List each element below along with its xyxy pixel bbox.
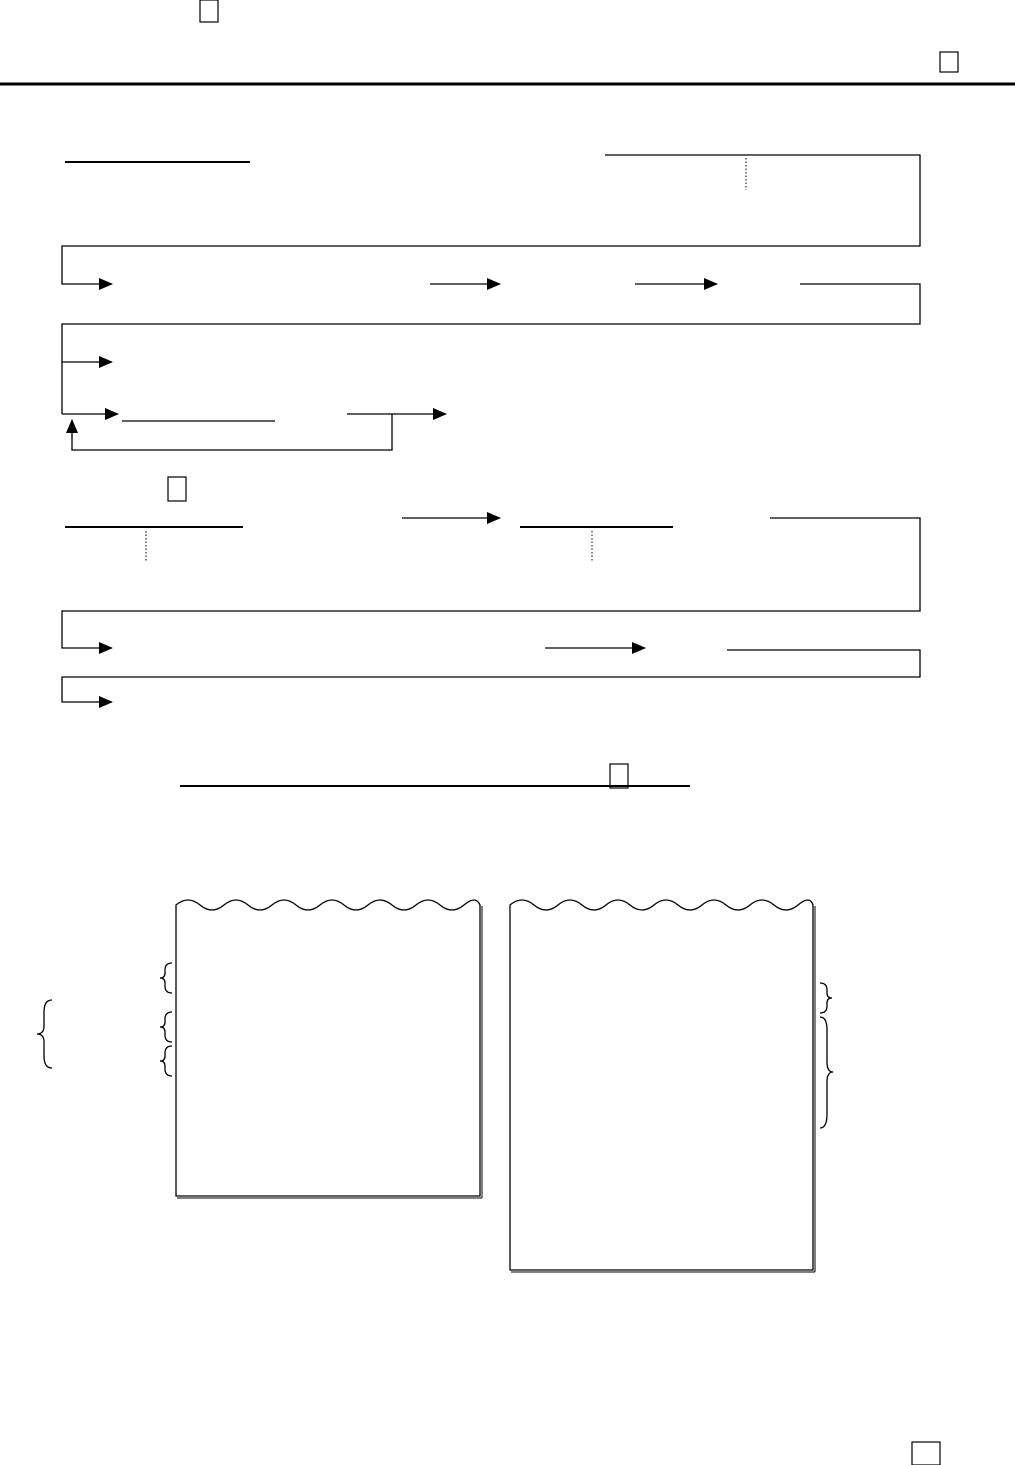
brace-left-1 [160, 963, 172, 993]
flowchart-b [62, 518, 920, 702]
receipt-right [510, 900, 833, 1272]
receipt-left-outline [176, 900, 480, 1196]
section-b-box [168, 477, 186, 501]
header [0, 0, 1015, 84]
flow-a-return-loop [72, 414, 392, 450]
page-number-box [912, 1442, 940, 1465]
flow-b-connector-1 [62, 518, 920, 648]
flow-a-connector-1 [62, 155, 920, 284]
mid-section [180, 764, 690, 788]
brace-left-3 [160, 1046, 172, 1076]
receipt-left [37, 900, 482, 1198]
receipt-right-outline [510, 900, 813, 1270]
mid-box [610, 764, 628, 788]
flow-a-connector-2 [62, 284, 920, 362]
brace-left-outer [37, 1000, 52, 1068]
flowchart-a [62, 155, 920, 450]
header-box-left [200, 0, 218, 22]
brace-left-2 [160, 1012, 172, 1042]
brace-right-1 [820, 983, 832, 1013]
header-box-right [940, 52, 958, 72]
brace-right-2 [820, 1017, 833, 1128]
flow-b-connector-2 [62, 650, 920, 702]
